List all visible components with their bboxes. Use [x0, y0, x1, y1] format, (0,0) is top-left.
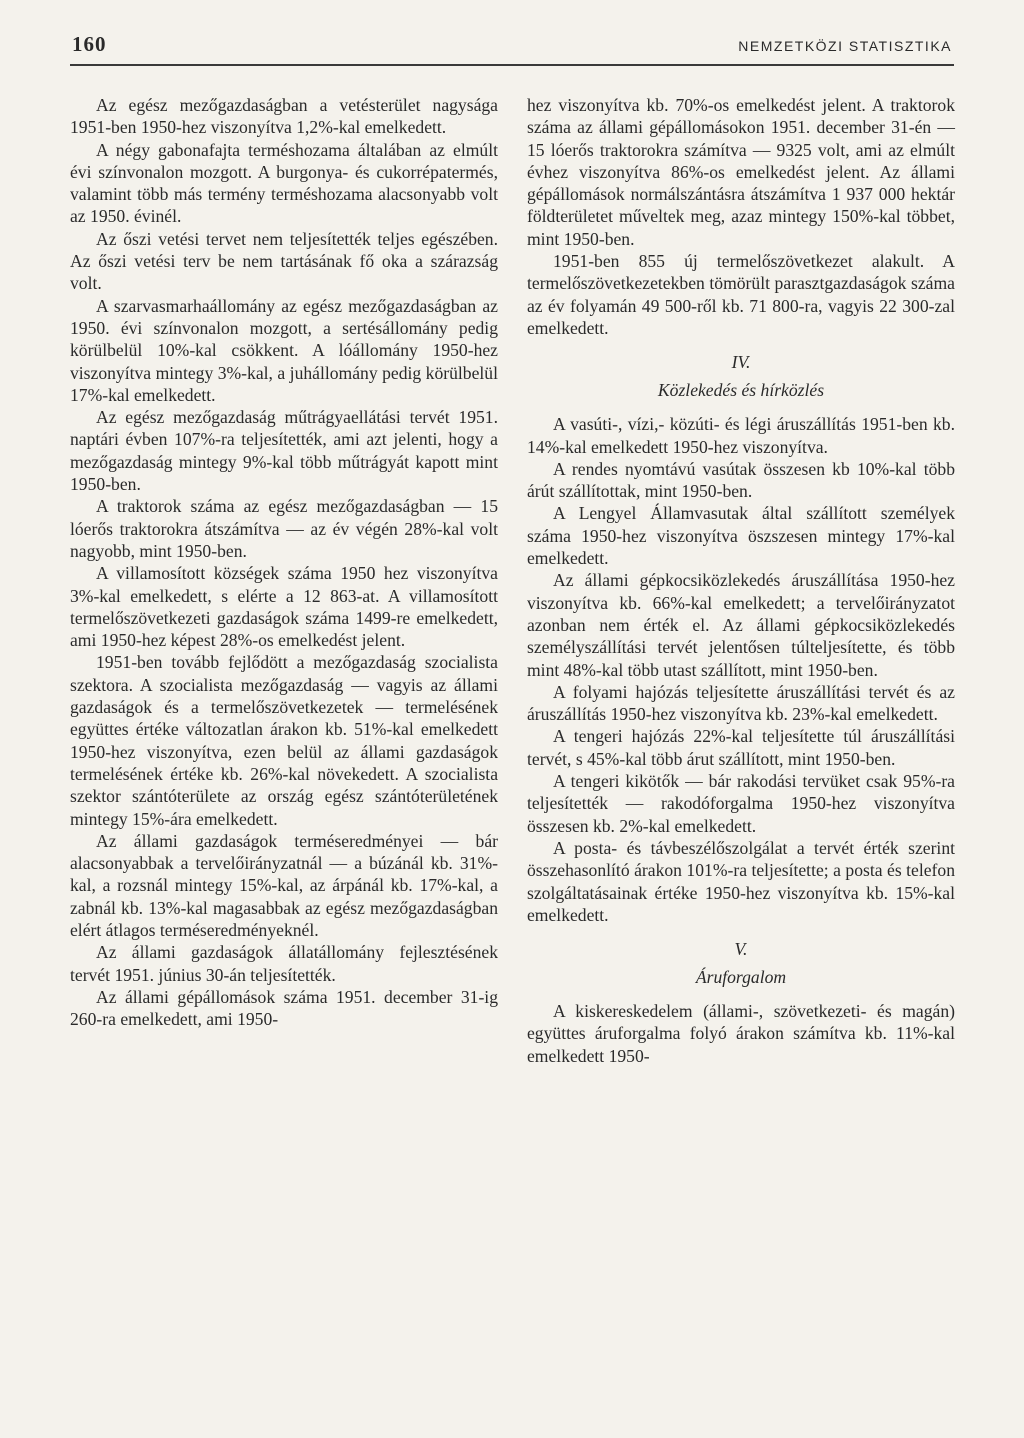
paragraph: Az állami gazdaságok állatállomány fejlesztésének tervét 1951. június 30-án teljesítették.: [70, 942, 498, 985]
paragraph: Az állami gépkocsiközlekedés áruszállítása 1950-hez viszonyítva kb. 66%-kal emelkedett; a tervelőirányzatot azonban nem érték el. Az állami gépkocsiközlekedés személyszállítási tervét jelentősen túlteljesítette, és több mint 48%-kal több utast szállított, mint 1950-ben.: [527, 570, 955, 680]
paragraph: A tengeri kikötők — bár rakodási tervüket csak 95%-ra teljesítették — rakodóforgalma 1950-hez viszonyítva összesen kb. 2%-kal emelkedett.: [527, 771, 955, 836]
paragraph: A szarvasmarhaállomány az egész mezőgazdaságban az 1950. évi színvonalon mozgott, a sertésállomány pedig körülbelül 10%-kal csökkent. A lóállomány 1950-hez viszonyítva mintegy 3%-kal, a juhállomány pedig körülbelül 17%-kal emelkedett.: [70, 295, 498, 405]
paragraph: A rendes nyomtávú vasútak összesen kb 10%-kal több árút szállítottak, mint 1950-ben.: [527, 458, 955, 502]
right-column: [527, 94, 955, 1067]
paragraph: Az állami gazdaságok terméseredményei — bár alacsonyabbak a tervelőirányzatnál — a búzánál kb. 31%-kal, a rozsnál mintegy 15%-kal, az árpánál kb. 17%-kal, a zabnál kb. 13%-kal magasabbak az egész mezőgazdaságban elért átlagos terméseredményeknél.: [70, 830, 498, 940]
paragraph: 1951-ben 855 új termelőszövetkezet alakult. A termelőszövetkezetekben tömörült parasztgazdaságok száma az év folyamán 49 500-ről kb. 71 800-ra, vagyis 22 300-zal emelkedett.: [527, 251, 955, 338]
section-iv-title: Közlekedés és hírközlés: [657, 380, 825, 401]
paragraph: A folyami hajózás teljesítette áruszállítási tervét és az áruszállítás 1950-hez viszonyítva kb. 23%-kal emelkedett.: [527, 681, 955, 725]
paragraph: Az egész mezőgazdaság műtrágyaellátási tervét 1951. naptári évben 107%-ra teljesítették, ami azt jelenti, hogy a mezőgazdaság mintegy 9%-kal több műtrágyát kapott mint 1950-ben.: [70, 407, 498, 495]
paragraph: Az egész mezőgazdaságban a vetésterület nagysága 1951-ben 1950-hez viszonyítva 1,2%-kal emelkedett.: [70, 95, 498, 138]
page-header: [70, 28, 954, 66]
paragraph: A Lengyel Államvasutak által szállított személyek száma 1950-hez viszonyítva öszszesen mintegy 17%-kal emelkedett.: [527, 503, 955, 569]
running-head: NEMZETKÖZI STATISZTIKA: [738, 38, 952, 54]
paragraph: A villamosított községek száma 1950 hez viszonyítva 3%-kal emelkedett, s elérte a 12 863-at. A villamosított termelőszövetkezeti gazdaságok száma 1499-re emelkedett, ami 1950-hez képest 28%-os emelkedést jelent.: [70, 563, 498, 651]
section-v-number: V.: [734, 939, 748, 960]
left-column: [70, 94, 498, 1030]
paragraph-continued: hez viszonyítva kb. 70%-os emelkedést jelent. A traktorok száma az állami gépállomásokon 1951. december 31-én — 15 lóerős traktorokra számítva — 9325 volt, ami az elmúlt évhez viszonyítva 86%-os emelkedést jelent. Az állami gépállomások normálszántásra átszámítva 1 937 000 hektár földterületet műveltek meg, azaz mintegy 150%-kal többet, mint 1950-ben.: [527, 95, 955, 249]
paragraph: A négy gabonafajta terméshozama általában az elmúlt évi színvonalon mozgott. A burgonya- és cukorrépatermés, valamint több más termény terméshozama alacsonyabb volt az 1950. évinél.: [70, 139, 498, 227]
paragraph: A posta- és távbeszélőszolgálat a tervét érték szerint összehasonlító árakon 101%-ra teljesítette; a posta és telefon szolgáltatásainak értéke 1950-hez viszonyítva kb. 15%-kal emelkedett.: [527, 837, 955, 925]
page-number: 160: [72, 32, 107, 56]
section-v-title: Áruforgalom: [695, 967, 787, 988]
paragraph: A tengeri hajózás 22%-kal teljesítette túl áruszállítási tervét, s 45%-kal több árut szállított, mint 1950-ben.: [527, 726, 955, 769]
paragraph: A kiskereskedelem (állami-, szövetkezeti- és magán) együttes áruforgalma folyó árakon számítva kb. 11%-kal emelkedett 1950-: [527, 1001, 955, 1066]
paragraph: Az őszi vetési tervet nem teljesítették teljes egészében. Az őszi vetési terv be nem tartásának fő oka a szárazság volt.: [70, 228, 498, 294]
paragraph: 1951-ben tovább fejlődött a mezőgazdaság szocialista szektora. A szocialista mezőgazdaság — vagyis az állami gazdaságok és a termelőszövetkezetek — termelésének együttes értéke változatlan árakon kb. 51%-kal emelkedett 1950-hez viszonyítva, ezen belül az állami gazdaságok termelésének értéke kb. 26%-kal növekedett. A szocialista szektor szántóterülete az ország egész szántóterületének mintegy 15%-ára emelkedett.: [70, 652, 498, 829]
paragraph: Az állami gépállomások száma 1951. december 31-ig 260-ra emelkedett, ami 1950-: [70, 986, 498, 1030]
paragraph: A traktorok száma az egész mezőgazdaságban — 15 lóerős traktorokra átszámítva — az év végén 28%-kal volt nagyobb, mint 1950-ben.: [70, 496, 498, 561]
paragraph: A vasúti-, vízi,- közúti- és légi áruszállítás 1951-ben kb. 14%-kal emelkedett 1950-hez viszonyítva.: [527, 414, 955, 457]
section-iv-number: IV.: [731, 352, 751, 373]
